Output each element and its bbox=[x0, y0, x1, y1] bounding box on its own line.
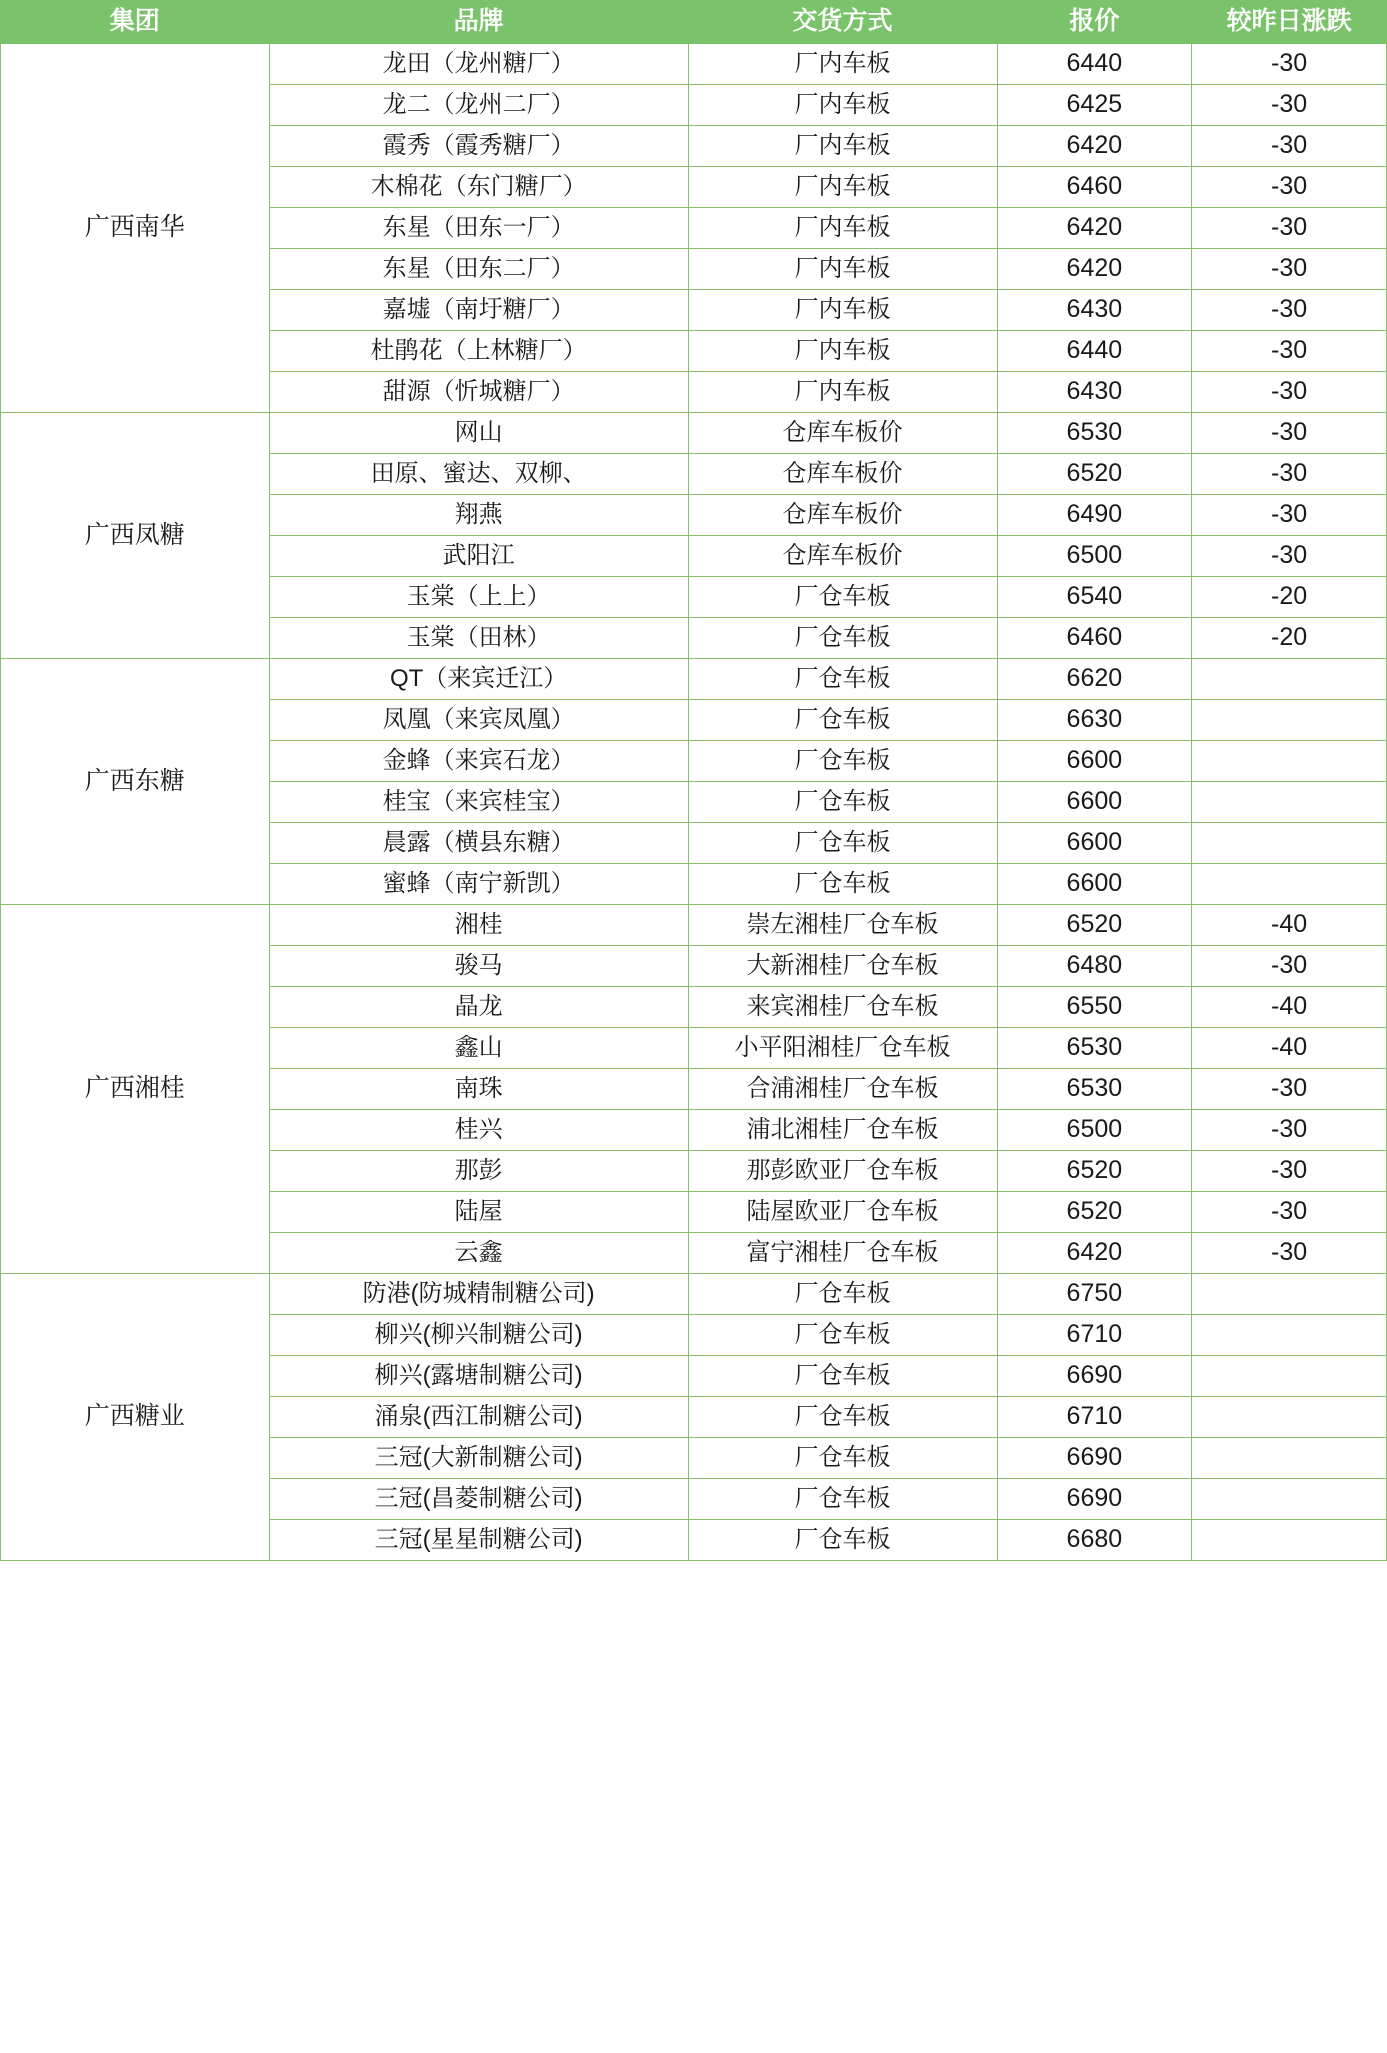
change-cell bbox=[1192, 700, 1387, 741]
delivery-cell: 厂仓车板 bbox=[688, 1356, 997, 1397]
brand-cell: 防港(防城精制糖公司) bbox=[269, 1274, 688, 1315]
change-cell: -30 bbox=[1192, 413, 1387, 454]
price-cell: 6690 bbox=[997, 1479, 1192, 1520]
change-cell: -30 bbox=[1192, 1110, 1387, 1151]
delivery-cell: 厂仓车板 bbox=[688, 618, 997, 659]
brand-cell: 翔燕 bbox=[269, 495, 688, 536]
brand-cell: 杜鹃花（上林糖厂） bbox=[269, 331, 688, 372]
change-cell bbox=[1192, 1356, 1387, 1397]
brand-cell: 霞秀（霞秀糖厂） bbox=[269, 126, 688, 167]
change-cell: -30 bbox=[1192, 208, 1387, 249]
price-cell: 6520 bbox=[997, 1151, 1192, 1192]
price-cell: 6420 bbox=[997, 249, 1192, 290]
price-cell: 6460 bbox=[997, 167, 1192, 208]
brand-cell: 桂宝（来宾桂宝） bbox=[269, 782, 688, 823]
brand-cell: 陆屋 bbox=[269, 1192, 688, 1233]
brand-cell: 南珠 bbox=[269, 1069, 688, 1110]
price-cell: 6550 bbox=[997, 987, 1192, 1028]
price-cell: 6500 bbox=[997, 536, 1192, 577]
delivery-cell: 厂内车板 bbox=[688, 372, 997, 413]
change-cell: -30 bbox=[1192, 1233, 1387, 1274]
delivery-cell: 那彭欧亚厂仓车板 bbox=[688, 1151, 997, 1192]
change-cell bbox=[1192, 659, 1387, 700]
brand-cell: 金蜂（来宾石龙） bbox=[269, 741, 688, 782]
price-cell: 6540 bbox=[997, 577, 1192, 618]
brand-cell: 凤凰（来宾凤凰） bbox=[269, 700, 688, 741]
price-cell: 6620 bbox=[997, 659, 1192, 700]
change-cell: -20 bbox=[1192, 618, 1387, 659]
column-header-group: 集团 bbox=[1, 1, 270, 44]
delivery-cell: 厂内车板 bbox=[688, 208, 997, 249]
table-header-row bbox=[1, 1, 1387, 44]
delivery-cell: 厂内车板 bbox=[688, 290, 997, 331]
delivery-cell: 厂内车板 bbox=[688, 126, 997, 167]
change-cell: -20 bbox=[1192, 577, 1387, 618]
table-row bbox=[1, 44, 1387, 85]
delivery-cell: 仓库车板价 bbox=[688, 413, 997, 454]
price-cell: 6430 bbox=[997, 372, 1192, 413]
change-cell: -30 bbox=[1192, 372, 1387, 413]
delivery-cell: 厂仓车板 bbox=[688, 782, 997, 823]
price-cell: 6530 bbox=[997, 1028, 1192, 1069]
brand-cell: 柳兴(露塘制糖公司) bbox=[269, 1356, 688, 1397]
change-cell bbox=[1192, 1397, 1387, 1438]
change-cell bbox=[1192, 864, 1387, 905]
delivery-cell: 大新湘桂厂仓车板 bbox=[688, 946, 997, 987]
delivery-cell: 崇左湘桂厂仓车板 bbox=[688, 905, 997, 946]
change-cell: -30 bbox=[1192, 126, 1387, 167]
brand-cell: 田原、蜜达、双柳、 bbox=[269, 454, 688, 495]
delivery-cell: 厂仓车板 bbox=[688, 1479, 997, 1520]
group-cell: 广西湘桂 bbox=[1, 905, 270, 1274]
delivery-cell: 厂内车板 bbox=[688, 85, 997, 126]
brand-cell: 三冠(星星制糖公司) bbox=[269, 1520, 688, 1561]
table-row bbox=[1, 1274, 1387, 1315]
change-cell: -30 bbox=[1192, 290, 1387, 331]
brand-cell: QT（来宾迁江） bbox=[269, 659, 688, 700]
change-cell: -30 bbox=[1192, 1069, 1387, 1110]
group-cell: 广西东糖 bbox=[1, 659, 270, 905]
price-cell: 6520 bbox=[997, 905, 1192, 946]
delivery-cell: 浦北湘桂厂仓车板 bbox=[688, 1110, 997, 1151]
price-cell: 6520 bbox=[997, 454, 1192, 495]
brand-cell: 武阳江 bbox=[269, 536, 688, 577]
brand-cell: 甜源（忻城糖厂） bbox=[269, 372, 688, 413]
price-cell: 6690 bbox=[997, 1438, 1192, 1479]
change-cell: -40 bbox=[1192, 905, 1387, 946]
price-cell: 6600 bbox=[997, 741, 1192, 782]
change-cell bbox=[1192, 1315, 1387, 1356]
delivery-cell: 小平阳湘桂厂仓车板 bbox=[688, 1028, 997, 1069]
price-cell: 6690 bbox=[997, 1356, 1192, 1397]
price-cell: 6440 bbox=[997, 331, 1192, 372]
group-cell: 广西糖业 bbox=[1, 1274, 270, 1561]
table-header bbox=[1, 1, 1387, 44]
price-cell: 6710 bbox=[997, 1397, 1192, 1438]
delivery-cell: 仓库车板价 bbox=[688, 536, 997, 577]
delivery-cell: 厂仓车板 bbox=[688, 1397, 997, 1438]
price-cell: 6490 bbox=[997, 495, 1192, 536]
change-cell bbox=[1192, 782, 1387, 823]
change-cell: -30 bbox=[1192, 1192, 1387, 1233]
change-cell: -30 bbox=[1192, 454, 1387, 495]
change-cell bbox=[1192, 1479, 1387, 1520]
price-cell: 6425 bbox=[997, 85, 1192, 126]
brand-cell: 网山 bbox=[269, 413, 688, 454]
brand-cell: 玉棠（上上） bbox=[269, 577, 688, 618]
delivery-cell: 厂仓车板 bbox=[688, 1315, 997, 1356]
table-row bbox=[1, 659, 1387, 700]
price-cell: 6480 bbox=[997, 946, 1192, 987]
change-cell bbox=[1192, 1520, 1387, 1561]
change-cell bbox=[1192, 741, 1387, 782]
delivery-cell: 富宁湘桂厂仓车板 bbox=[688, 1233, 997, 1274]
price-cell: 6520 bbox=[997, 1192, 1192, 1233]
brand-cell: 三冠(昌菱制糖公司) bbox=[269, 1479, 688, 1520]
brand-cell: 东星（田东一厂） bbox=[269, 208, 688, 249]
column-header-change: 较昨日涨跌 bbox=[1192, 1, 1387, 44]
change-cell: -30 bbox=[1192, 946, 1387, 987]
change-cell bbox=[1192, 1438, 1387, 1479]
delivery-cell: 厂仓车板 bbox=[688, 1438, 997, 1479]
delivery-cell: 厂仓车板 bbox=[688, 823, 997, 864]
price-cell: 6420 bbox=[997, 126, 1192, 167]
delivery-cell: 仓库车板价 bbox=[688, 495, 997, 536]
table-row bbox=[1, 413, 1387, 454]
delivery-cell: 厂内车板 bbox=[688, 44, 997, 85]
price-cell: 6530 bbox=[997, 413, 1192, 454]
brand-cell: 鑫山 bbox=[269, 1028, 688, 1069]
delivery-cell: 来宾湘桂厂仓车板 bbox=[688, 987, 997, 1028]
change-cell: -30 bbox=[1192, 44, 1387, 85]
change-cell: -40 bbox=[1192, 987, 1387, 1028]
delivery-cell: 合浦湘桂厂仓车板 bbox=[688, 1069, 997, 1110]
delivery-cell: 陆屋欧亚厂仓车板 bbox=[688, 1192, 997, 1233]
price-cell: 6420 bbox=[997, 208, 1192, 249]
brand-cell: 柳兴(柳兴制糖公司) bbox=[269, 1315, 688, 1356]
delivery-cell: 仓库车板价 bbox=[688, 454, 997, 495]
table-row bbox=[1, 905, 1387, 946]
price-cell: 6430 bbox=[997, 290, 1192, 331]
column-header-brand: 品牌 bbox=[269, 1, 688, 44]
brand-cell: 湘桂 bbox=[269, 905, 688, 946]
price-cell: 6530 bbox=[997, 1069, 1192, 1110]
delivery-cell: 厂仓车板 bbox=[688, 700, 997, 741]
change-cell: -30 bbox=[1192, 249, 1387, 290]
price-cell: 6600 bbox=[997, 864, 1192, 905]
table-body bbox=[1, 44, 1387, 1561]
change-cell: -30 bbox=[1192, 331, 1387, 372]
brand-cell: 云鑫 bbox=[269, 1233, 688, 1274]
change-cell: -30 bbox=[1192, 495, 1387, 536]
delivery-cell: 厂仓车板 bbox=[688, 864, 997, 905]
brand-cell: 三冠(大新制糖公司) bbox=[269, 1438, 688, 1479]
delivery-cell: 厂仓车板 bbox=[688, 1520, 997, 1561]
group-cell: 广西南华 bbox=[1, 44, 270, 413]
price-cell: 6440 bbox=[997, 44, 1192, 85]
brand-cell: 晨露（横县东糖） bbox=[269, 823, 688, 864]
column-header-price: 报价 bbox=[997, 1, 1192, 44]
price-cell: 6420 bbox=[997, 1233, 1192, 1274]
brand-cell: 东星（田东二厂） bbox=[269, 249, 688, 290]
price-cell: 6630 bbox=[997, 700, 1192, 741]
change-cell: -40 bbox=[1192, 1028, 1387, 1069]
brand-cell: 木棉花（东门糖厂） bbox=[269, 167, 688, 208]
price-cell: 6600 bbox=[997, 782, 1192, 823]
brand-cell: 桂兴 bbox=[269, 1110, 688, 1151]
change-cell bbox=[1192, 1274, 1387, 1315]
delivery-cell: 厂仓车板 bbox=[688, 1274, 997, 1315]
brand-cell: 玉棠（田林） bbox=[269, 618, 688, 659]
price-cell: 6500 bbox=[997, 1110, 1192, 1151]
price-cell: 6600 bbox=[997, 823, 1192, 864]
column-header-delivery: 交货方式 bbox=[688, 1, 997, 44]
price-cell: 6710 bbox=[997, 1315, 1192, 1356]
group-cell: 广西凤糖 bbox=[1, 413, 270, 659]
brand-cell: 蜜蜂（南宁新凯） bbox=[269, 864, 688, 905]
brand-cell: 骏马 bbox=[269, 946, 688, 987]
change-cell bbox=[1192, 823, 1387, 864]
change-cell: -30 bbox=[1192, 536, 1387, 577]
brand-cell: 龙田（龙州糖厂） bbox=[269, 44, 688, 85]
change-cell: -30 bbox=[1192, 85, 1387, 126]
delivery-cell: 厂仓车板 bbox=[688, 659, 997, 700]
brand-cell: 涌泉(西江制糖公司) bbox=[269, 1397, 688, 1438]
brand-cell: 那彭 bbox=[269, 1151, 688, 1192]
change-cell: -30 bbox=[1192, 167, 1387, 208]
delivery-cell: 厂仓车板 bbox=[688, 577, 997, 618]
delivery-cell: 厂内车板 bbox=[688, 331, 997, 372]
delivery-cell: 厂内车板 bbox=[688, 249, 997, 290]
brand-cell: 晶龙 bbox=[269, 987, 688, 1028]
delivery-cell: 厂仓车板 bbox=[688, 741, 997, 782]
brand-cell: 龙二（龙州二厂） bbox=[269, 85, 688, 126]
brand-cell: 嘉墟（南圩糖厂） bbox=[269, 290, 688, 331]
price-cell: 6750 bbox=[997, 1274, 1192, 1315]
change-cell: -30 bbox=[1192, 1151, 1387, 1192]
price-cell: 6460 bbox=[997, 618, 1192, 659]
delivery-cell: 厂内车板 bbox=[688, 167, 997, 208]
price-cell: 6680 bbox=[997, 1520, 1192, 1561]
